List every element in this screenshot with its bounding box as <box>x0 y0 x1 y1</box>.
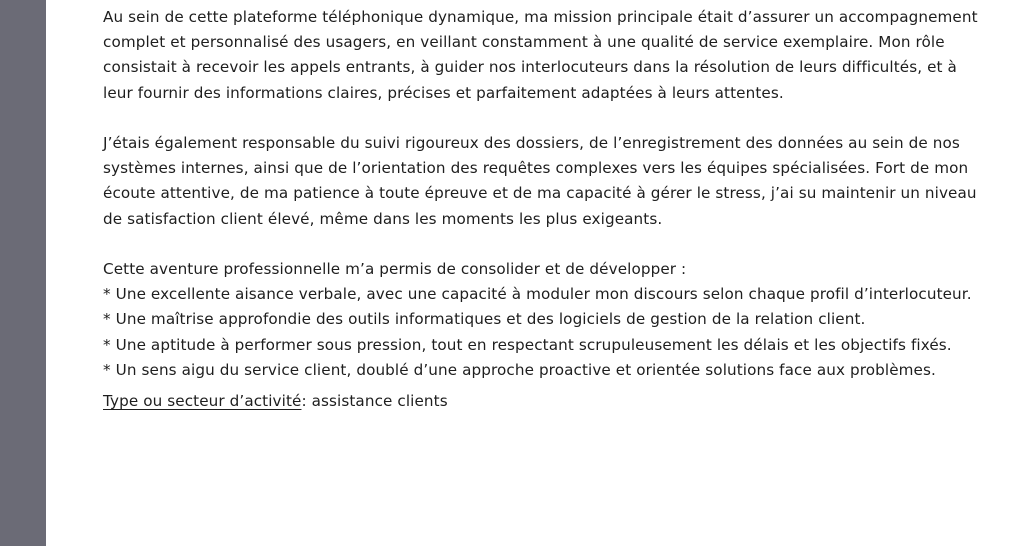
skill-item-tools: * Une maîtrise approfondie des outils informatiques et des logiciels de gestion de la relation client. <box>103 310 866 329</box>
paragraph-mission: Au sein de cette plateforme téléphonique dynamique, ma mission principale était d’assurer un accompagnement complet et personnalisé des usagers, en veillant constamment à une qualité de service exemplaire. Mon rôle consistait à recevoir les appels entrants, à guider nos interlocuteurs dans la résolution de leurs difficultés, et à leur fournir des informations claires, précises et parfaitement adaptées à leurs attentes. <box>103 8 978 102</box>
skill-item-pressure: * Une aptitude à performer sous pression, tout en respectant scrupuleusement les délais et les objectifs fixés. <box>103 335 952 354</box>
skills-intro: Cette aventure professionnelle m’a permis de consolider et de développer : <box>103 260 687 278</box>
activity-sector-label: Type ou secteur d’activité <box>103 392 302 411</box>
paragraph-spacer <box>103 232 983 257</box>
paragraph-spacer <box>103 106 983 131</box>
paragraph-responsibilities: J’étais également responsable du suivi rigoureux des dossiers, de l’enregistrement des données au sein de nos systèmes internes, ainsi que de l’orientation des requêtes complexes vers les équipes spécialisées. Fort de mon écoute attentive, de ma patience à toute épreuve et de ma capacité à gérer le stress, j’ai su maintenir un niveau de satisfaction client élevé, même dans les moments les plus exigeants. <box>103 134 977 228</box>
activity-sector-line <box>103 389 983 414</box>
activity-sector-separator: : <box>301 392 307 411</box>
left-sidebar-rail <box>0 0 46 546</box>
activity-sector-value: assistance clients <box>306 392 448 411</box>
document-body <box>103 5 983 414</box>
skill-item-verbal: * Une excellente aisance verbale, avec une capacité à moduler mon discours selon chaque profil d’interlocuteur. <box>103 285 972 304</box>
skill-item-service: * Un sens aigu du service client, doublé d’une approche proactive et orientée solutions face aux problèmes. <box>103 360 936 379</box>
